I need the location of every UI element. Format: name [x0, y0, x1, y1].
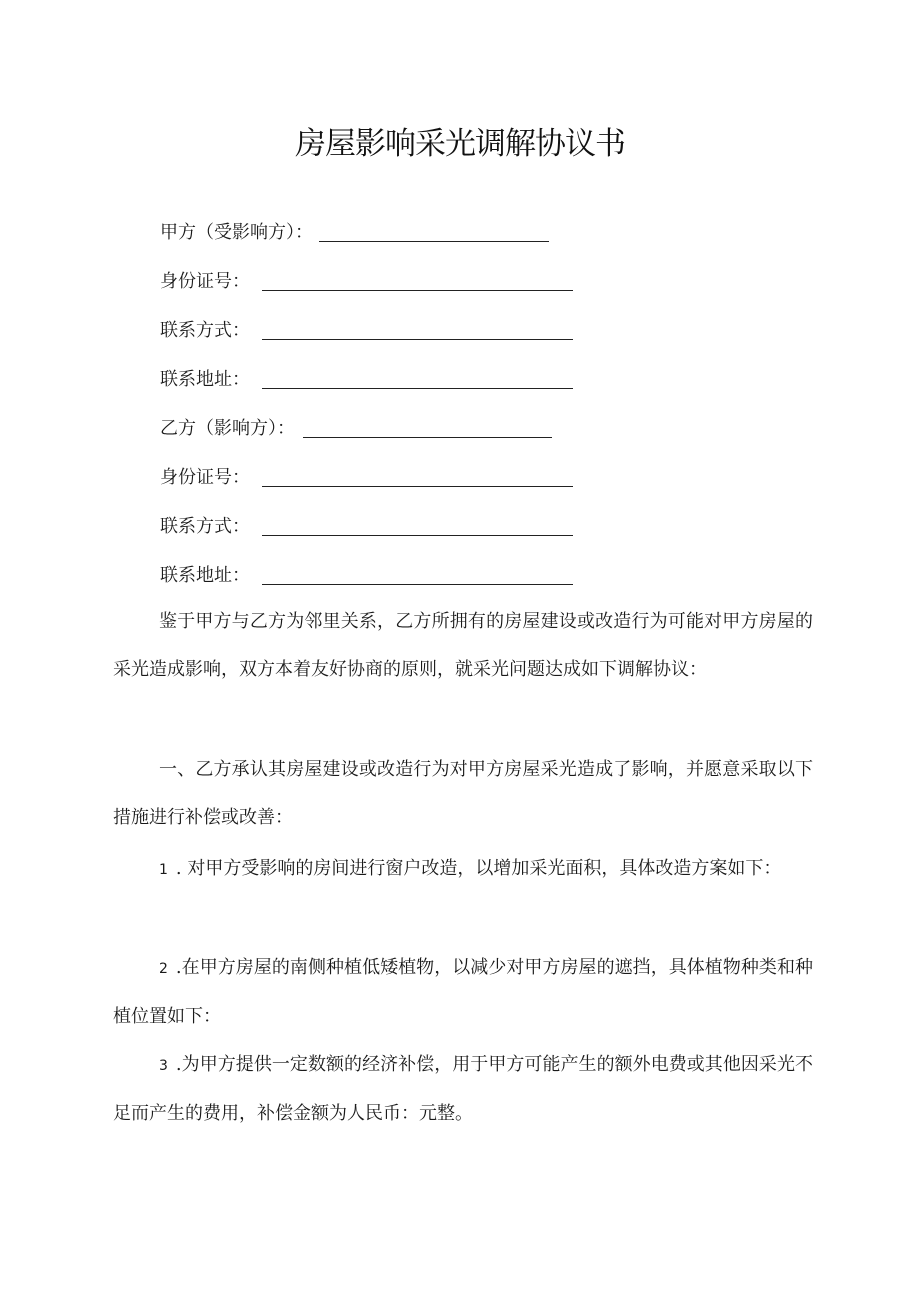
party-b-phone-label: 联系方式：	[160, 516, 250, 537]
party-a-address-blank[interactable]	[262, 366, 573, 389]
party-b-name-label: 乙方（影响方）：	[160, 418, 295, 439]
party-b-id-field	[160, 459, 573, 489]
party-a-name-field	[160, 214, 549, 244]
item-3-text: .为甲方提供一定数额的经济补偿，用于甲方可能产生的额外电费或其他因采光不足而产生的费用，补偿金额为人民币：元整。	[113, 1054, 813, 1124]
party-b-name-blank[interactable]	[303, 415, 552, 438]
item-3-number: 3	[159, 1058, 168, 1074]
party-b-address-blank[interactable]	[262, 562, 573, 585]
party-a-id-blank[interactable]	[262, 268, 573, 291]
party-a-address-field	[160, 361, 573, 391]
party-b-id-label: 身份证号：	[160, 467, 250, 488]
document-title: 房屋影响采光调解协议书	[295, 126, 625, 162]
item-1-number: 1	[159, 862, 168, 878]
party-a-phone-label: 联系方式：	[160, 320, 250, 341]
clause-item-2	[113, 944, 813, 1041]
party-b-id-blank[interactable]	[262, 464, 573, 487]
party-a-phone-field	[160, 312, 573, 342]
intro-paragraph: 鉴于甲方与乙方为邻里关系，乙方所拥有的房屋建设或改造行为可能对甲方房屋的采光造成影响，双方本着友好协商的原则，就采光问题达成如下调解协议：	[113, 611, 813, 680]
party-b-address-label: 联系地址：	[160, 565, 250, 586]
item-2-text: .在甲方房屋的南侧种植低矮植物，以减少对甲方房屋的遮挡，具体植物种类和种植位置如下：	[113, 957, 813, 1027]
item-2-number: 2	[159, 961, 168, 977]
party-b-name-field	[160, 410, 552, 440]
party-a-id-label: 身份证号：	[160, 271, 250, 292]
party-a-id-field	[160, 263, 573, 293]
party-a-name-label: 甲方（受影响方）：	[160, 222, 313, 243]
party-b-phone-field	[160, 508, 573, 538]
party-b-phone-blank[interactable]	[262, 513, 573, 536]
party-a-address-label: 联系地址：	[160, 369, 250, 390]
item-1-text: . 对甲方受影响的房间进行窗户改造，以增加采光面积，具体改造方案如下：	[175, 858, 782, 879]
party-a-name-blank[interactable]	[319, 219, 549, 242]
clause-item-3	[113, 1041, 813, 1138]
clause-1-paragraph: 一、乙方承认其房屋建设或改造行为对甲方房屋采光造成了影响，并愿意采取以下措施进行补偿或改善：	[113, 759, 813, 828]
party-a-phone-blank[interactable]	[262, 317, 573, 340]
clause-item-1	[113, 845, 813, 894]
party-b-address-field	[160, 557, 573, 587]
